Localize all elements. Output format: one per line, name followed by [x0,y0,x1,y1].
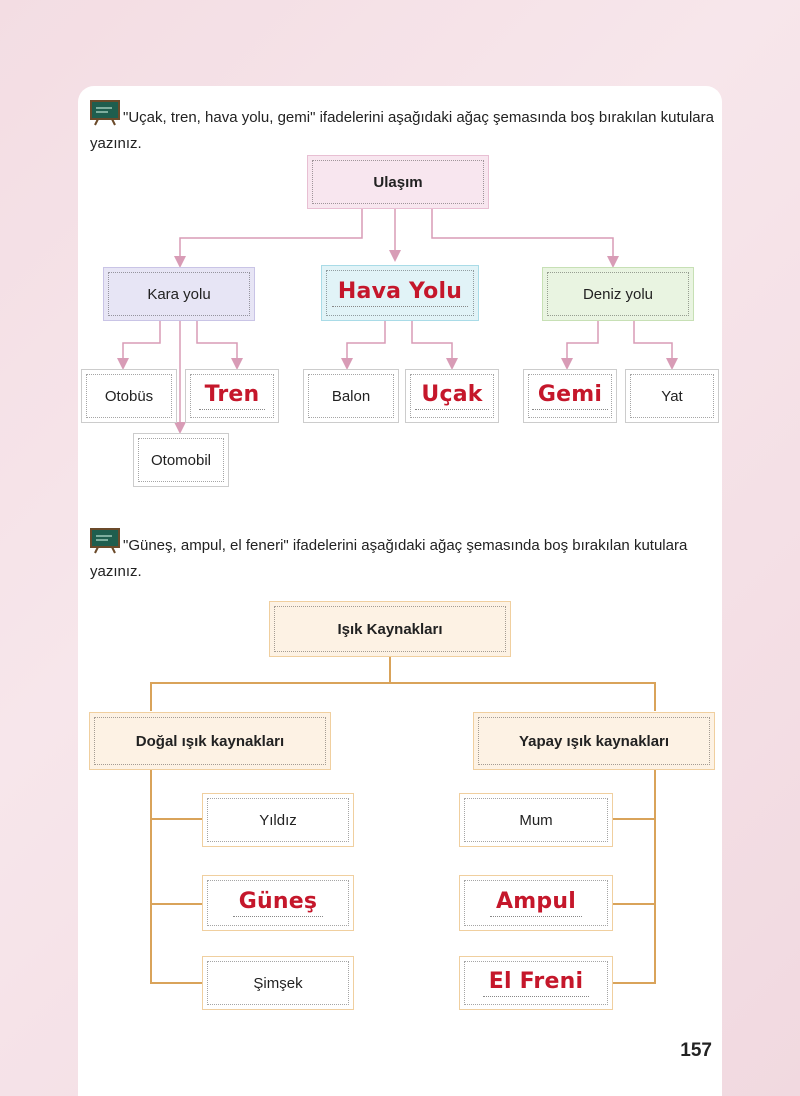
leaf-otobus-label: Otobüs [104,387,154,405]
kara-yolu-label: Kara yolu [147,285,211,303]
natural-item-label: Şimşek [253,974,303,992]
instruction-transport [90,100,720,155]
instruction-light [90,528,720,583]
leaf-gemi [524,370,616,422]
natural-item [203,794,353,846]
leaf-yat [626,370,718,422]
leaf-tren [186,370,278,422]
natural-item [203,876,353,930]
leaf-yat-label: Yat [661,387,683,405]
hava-yolu-answer: Hava Yolu [332,279,468,307]
leaf-otomobil-label: Otomobil [150,451,212,469]
hava-yolu-box [322,266,478,320]
artificial-item [460,876,612,930]
leaf-balon [304,370,398,422]
deniz-yolu-box [543,268,693,320]
natural-item [203,957,353,1009]
leaf-otobus [82,370,176,422]
root-box-ulasim [308,156,488,208]
leaf-tren-answer: Tren [199,382,266,410]
artificial-item-label: Mum [519,811,553,829]
artificial-item [460,957,612,1009]
natural-sources-label: Doğal ışık kaynakları [135,732,285,750]
root-box-isik-kaynaklari [270,602,510,656]
leaf-ucak-answer: Uçak [415,382,488,410]
deniz-yolu-label: Deniz yolu [582,285,654,303]
artificial-item-answer: El Freni [483,969,589,997]
chalkboard-icon [90,528,120,561]
natural-item-label: Yıldız [259,811,297,829]
leaf-balon-label: Balon [331,387,371,405]
natural-sources-box [90,713,330,769]
artificial-sources-label: Yapay ışık kaynakları [518,732,670,750]
artificial-item-answer: Ampul [490,889,582,917]
light-root-label: Işık Kaynakları [337,620,443,638]
kara-yolu-box [104,268,254,320]
leaf-gemi-answer: Gemi [532,382,608,410]
instruction-transport-text: "Uçak, tren, hava yolu, gemi" ifadelerini aşağıdaki ağaç şemasında boş bırakılan kutulara yazınız. [90,109,714,152]
chalkboard-icon [90,100,120,133]
artificial-sources-box [474,713,714,769]
instruction-light-text: "Güneş, ampul, el feneri" ifadelerini aşağıdaki ağaç şemasında boş bırakılan kutulara yazınız. [90,537,688,580]
artificial-item [460,794,612,846]
page-number: 157 [680,1040,712,1061]
natural-item-answer: Güneş [233,889,323,917]
leaf-otomobil [134,434,228,486]
leaf-ucak [406,370,498,422]
root-label: Ulaşım [373,173,423,191]
